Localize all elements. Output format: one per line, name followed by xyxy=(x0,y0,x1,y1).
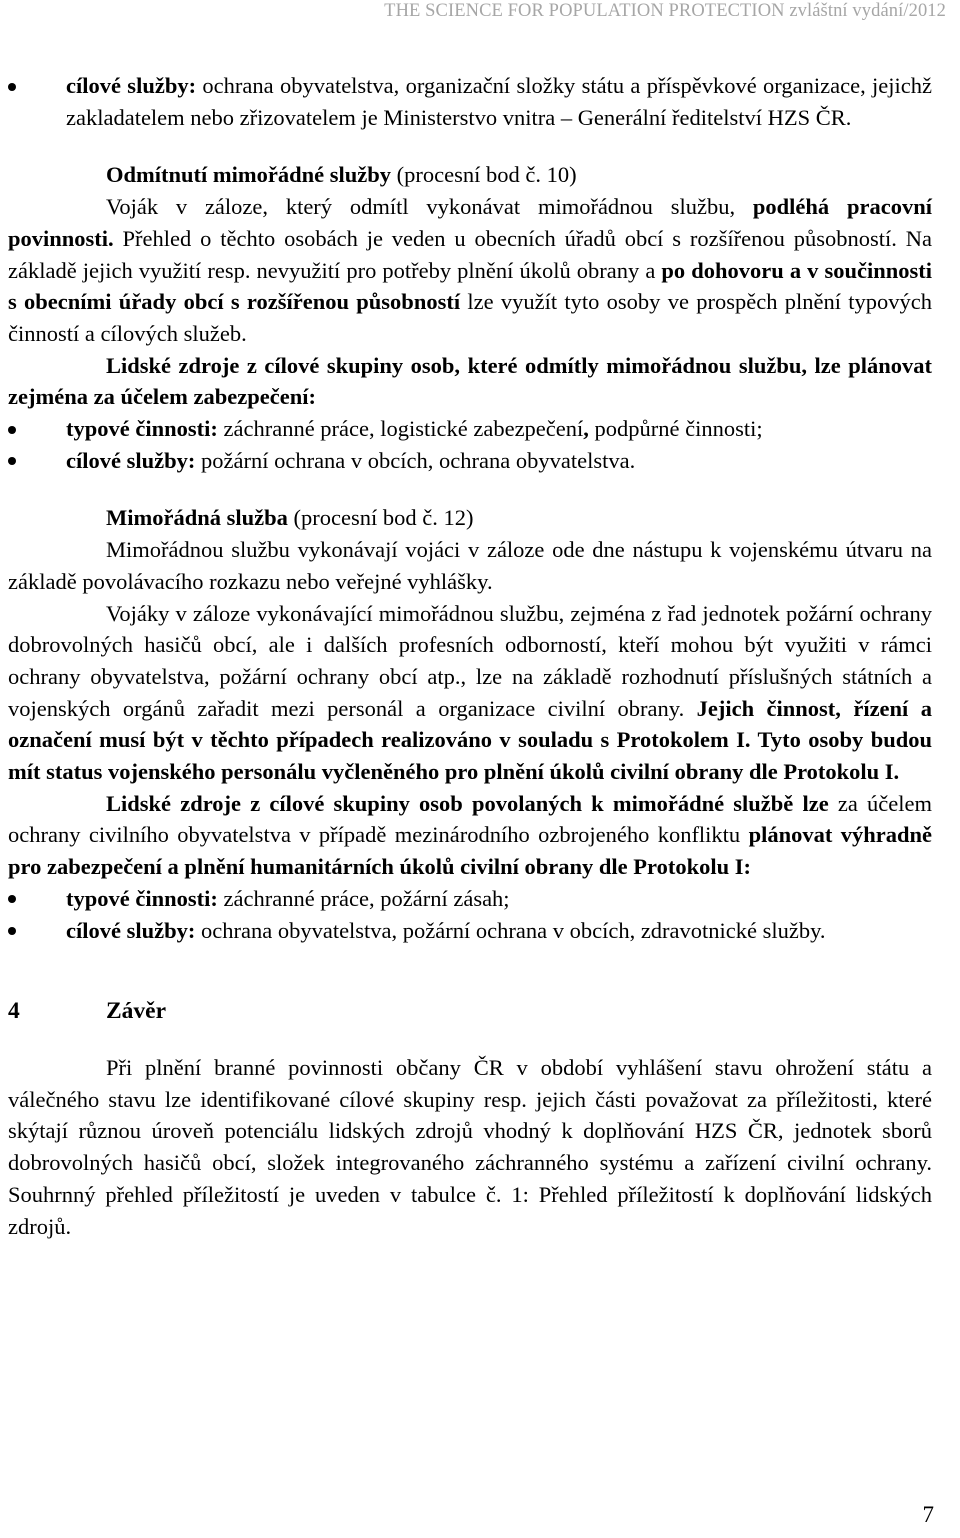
paragraph xyxy=(8,598,932,788)
bullet-label: cílové služby: xyxy=(66,447,196,473)
text-run: lze využít tyto osoby ve prospěch plnění typových činností a cílových služeb. xyxy=(8,289,932,346)
bullet-dot-icon xyxy=(8,927,16,935)
text-run-bold: plánovat výhradně pro zabezpečení a plnění humanitárních úkolů civilní obrany dle Protokolu I: xyxy=(8,822,932,880)
section-heading-odmitnuti xyxy=(106,159,932,191)
running-header: THE SCIENCE FOR POPULATION PROTECTION zvláštní vydání/2012 xyxy=(384,1,946,21)
text-run-bold: Jejich činnost, řízení a označení musí být v těchto případech realizováno v souladu s Protokolem I. Tyto osoby budou mít status vojenského personálu vyčleněného pro plnění úkolů civilní obrany dle Protokolu I. xyxy=(8,695,932,785)
bullet-text: podpůrné činnosti; xyxy=(588,416,763,442)
bullet-text: ochrana obyvatelstva, požární ochrana v obcích, zdravotnické služby. xyxy=(195,917,826,943)
paragraph: Při plnění branné povinnosti občany ČR v období vyhlášení stavu ohrožení státu a válečného stavu lze identifikované cílové skupiny resp. jejich části považovat za příležitosti, které skýtají různou úroveň potenciálu lidských zdrojů vhodný k doplňování HZS ČR, jednotek sborů dobrovolných hasičů obcí, složek integrovaného záchranného systému a zařízení civilní ochrany. Souhrnný přehled příležitostí je uveden v tabulce č. 1: Přehled příležitostí k doplňování lidských zdrojů. xyxy=(8,1054,932,1239)
text-run-bold: , xyxy=(583,416,589,442)
text-run: Voják v záloze, který odmítl vykonávat mimořádnou službu, xyxy=(106,194,753,220)
bullet-dot-icon xyxy=(8,83,16,91)
section-title: Mimořádná služba xyxy=(106,505,288,531)
page-number: 7 xyxy=(922,1502,934,1527)
text-run-bold: podléhá pracovní povinnosti. xyxy=(8,194,932,251)
section-process-ref: (procesní bod č. 12) xyxy=(287,505,474,531)
bullet-item xyxy=(8,413,932,445)
paragraph-bold xyxy=(8,350,932,413)
text-run-bold: Lidské zdroje z cílové skupiny osob, které odmítly mimořádnou službu, lze plánovat zejména za účelem zabezpečení: xyxy=(8,352,932,410)
bullet-text: záchranné práce, logistické zabezpečení xyxy=(217,416,584,442)
bullet-item xyxy=(8,915,932,947)
chapter-heading xyxy=(8,996,932,1028)
bullet-label: typové činnosti: xyxy=(66,416,218,442)
text-run-bold: po dohovoru a v součinnosti s obecními úřady obcí s rozšířenou působností xyxy=(8,257,932,315)
paragraph xyxy=(8,191,932,350)
bullet-dot-icon xyxy=(8,426,16,434)
section-title: Odmítnutí mimořádné služby xyxy=(106,162,392,188)
text-run: za účelem ochrany civilního obyvatelstva v případě mezinárodního ozbrojeného konfliktu xyxy=(8,790,933,848)
bullet-item xyxy=(8,70,932,133)
bullet-label: cílové služby: xyxy=(66,917,196,943)
bullet-item xyxy=(8,883,932,915)
bullet-text: záchranné práce, požární zásah; xyxy=(217,885,510,911)
paragraph xyxy=(8,788,932,883)
paragraph: Mimořádnou službu vykonávají vojáci v záloze ode dne nástupu k vojenskému útvaru na základě povolávacího rozkazu nebo veřejné vyhlášky. xyxy=(8,537,932,594)
bullet-label: typové činnosti: xyxy=(66,885,218,911)
chapter-number: 4 xyxy=(8,998,20,1025)
chapter-title: Závěr xyxy=(106,998,167,1025)
text-run: Přehled o těchto osobách je veden u obecních úřadů obcí s rozšířenou působností. Na základě jejich využití resp. nevyužití pro potřeby plnění úkolů obrany a xyxy=(8,225,932,283)
text-run-bold: Lidské zdroje z cílové skupiny osob povolaných k mimořádné službě lze xyxy=(106,790,829,816)
bullet-label: cílové služby: xyxy=(66,73,197,98)
bullet-dot-icon xyxy=(8,457,16,465)
document-body xyxy=(8,70,932,1242)
section-process-ref: (procesní bod č. 10) xyxy=(391,162,577,188)
section-heading-mimoradna xyxy=(106,502,932,534)
bullet-text: ochrana obyvatelstva, organizační složky státu a příspěvkové organizace, jejichž zakladatelem nebo zřizovatelem je Ministerstvo vnitra – Generální ředitelství HZS ČR. xyxy=(66,73,932,130)
bullet-dot-icon xyxy=(8,895,16,903)
bullet-item xyxy=(8,445,932,477)
bullet-text: požární ochrana v obcích, ochrana obyvatelstva. xyxy=(195,447,636,473)
text-run: Vojáky v záloze vykonávající mimořádnou službu, zejména z řad jednotek požární ochrany dobrovolných hasičů obcí, ale i dalších profesních odborností, kteří mohou být využiti v rámci ochrany obyvatelstva, požární ochrany obcí atp., lze na základě rozhodnutí příslušných státních a vojenských orgánů zařadit mezi personál a organizace civilní obrany. xyxy=(8,600,932,721)
